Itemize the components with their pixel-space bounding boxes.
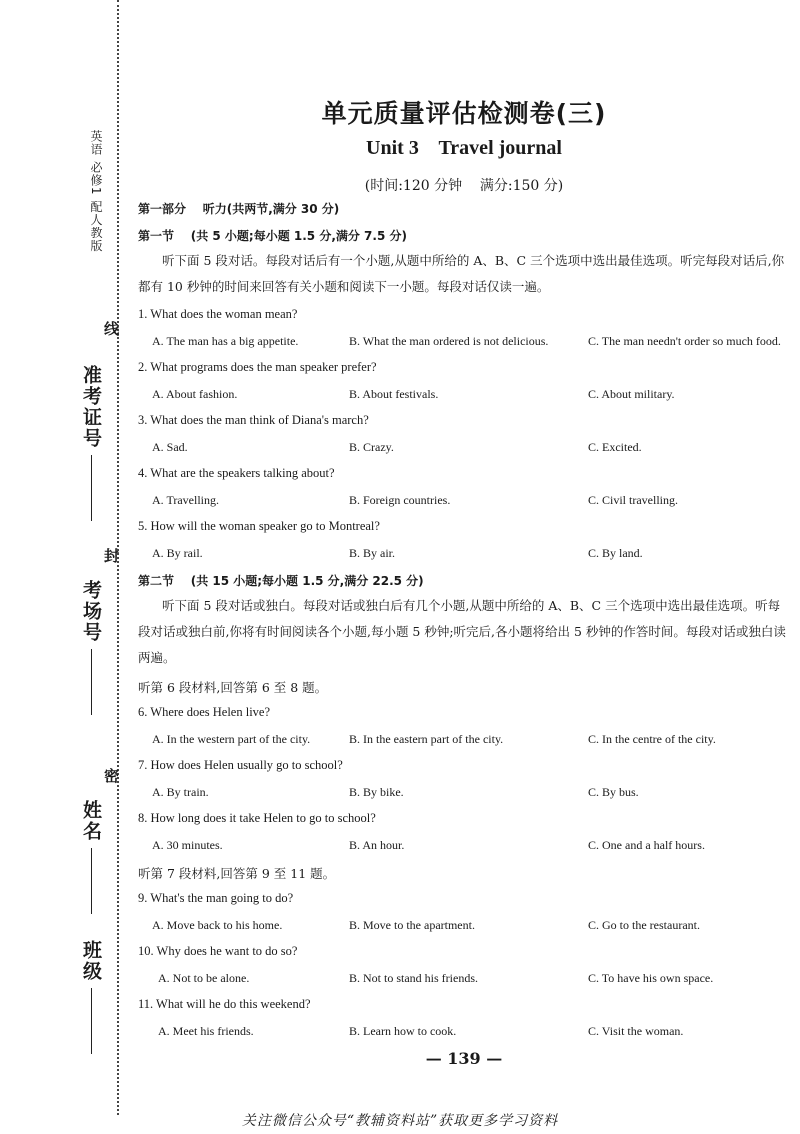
- option-1a[interactable]: A. The man has a big appetite.: [152, 334, 299, 348]
- question-7: 7. How does Helen usually go to school?: [138, 758, 343, 772]
- question-5: 5. How will the woman speaker go to Montreal?: [138, 519, 380, 533]
- option-7a[interactable]: A. By train.: [152, 785, 209, 799]
- option-11b[interactable]: B. Learn how to cook.: [349, 1024, 457, 1038]
- name-field[interactable]: [78, 800, 105, 914]
- class-label: 班级: [80, 940, 102, 982]
- option-4b[interactable]: B. Foreign countries.: [349, 493, 451, 507]
- section2-heading: 第二节 (共 15 小题;每小题 1.5 分,满分 22.5 分): [138, 574, 424, 588]
- option-4c[interactable]: C. Civil travelling.: [588, 493, 678, 507]
- question-4: 4. What are the speakers talking about?: [138, 466, 335, 480]
- option-7b[interactable]: B. By bike.: [349, 785, 404, 799]
- option-5b[interactable]: B. By air.: [349, 546, 396, 560]
- option-10b[interactable]: B. Not to stand his friends.: [349, 971, 478, 985]
- exam-number-field[interactable]: [78, 365, 105, 521]
- question-2: 2. What programs does the man speaker prefer?: [138, 360, 377, 374]
- section1-heading: 第一节 (共 5 小题;每小题 1.5 分,满分 7.5 分): [138, 229, 407, 243]
- option-10a[interactable]: A. Not to be alone.: [158, 971, 250, 985]
- option-5a[interactable]: A. By rail.: [152, 546, 203, 560]
- time-info: (时间:120 分钟 满分:150 分): [364, 178, 564, 194]
- option-11c[interactable]: C. Visit the woman.: [588, 1024, 684, 1038]
- question-10: 10. Why does he want to do so?: [138, 944, 298, 958]
- exam-number-label: 准考证号: [80, 365, 102, 449]
- binding-margin: [0, 0, 130, 1134]
- cut-mark-line: 线: [104, 320, 120, 338]
- option-6a[interactable]: A. In the western part of the city.: [152, 732, 311, 746]
- question-6: 6. Where does Helen live?: [138, 705, 271, 719]
- option-3c[interactable]: C. Excited.: [588, 440, 642, 454]
- footer-note: 关注微信公众号“教辅资料站”获取更多学习资料: [241, 1113, 559, 1129]
- question-3: 3. What does the man think of Diana's march?: [138, 413, 369, 427]
- option-2a[interactable]: A. About fashion.: [152, 387, 238, 401]
- option-3a[interactable]: A. Sad.: [152, 440, 188, 454]
- option-11a[interactable]: A. Meet his friends.: [158, 1024, 254, 1038]
- option-9a[interactable]: A. Move back to his home.: [152, 918, 283, 932]
- cut-mark-secret: 密: [104, 767, 120, 785]
- question-9: 9. What's the man going to do?: [138, 891, 294, 905]
- option-2c[interactable]: C. About military.: [588, 387, 675, 401]
- option-8a[interactable]: A. 30 minutes.: [152, 838, 223, 852]
- cut-mark-seal: 封: [104, 547, 120, 565]
- exam-room-label: 考场号: [80, 580, 102, 643]
- material-7-note: 听第 7 段材料,回答第 9 至 11 题。: [138, 866, 336, 881]
- question-11: 11. What will he do this weekend?: [138, 997, 311, 1011]
- exam-room-field[interactable]: [78, 580, 105, 715]
- class-field[interactable]: [78, 940, 105, 1054]
- option-7c[interactable]: C. By bus.: [588, 785, 639, 799]
- option-3b[interactable]: B. Crazy.: [349, 440, 394, 454]
- option-9b[interactable]: B. Move to the apartment.: [349, 918, 475, 932]
- name-label: 姓名: [80, 800, 102, 842]
- option-1b[interactable]: B. What the man ordered is not delicious.: [349, 334, 549, 348]
- page-title: 单元质量评估检测卷(三): [321, 99, 607, 128]
- option-6b[interactable]: B. In the eastern part of the city.: [349, 732, 504, 746]
- part1-heading: 第一部分 听力(共两节,满分 30 分): [138, 202, 340, 216]
- option-6c[interactable]: C. In the centre of the city.: [588, 732, 716, 746]
- section2-instructions: 听下面 5 段对话或独白。每段对话或独白后有几个小题,从题中所给的 A、B、C 三个选项中选出最佳选项。听每段对话或独白前,你将有时间阅读各个小题,每小题 5 秒钟;听完后,各小题将给出 5 秒钟的作答时间。每段对话或独白读两遍。: [138, 598, 786, 665]
- unit-title: Unit 3 Travel journal: [366, 137, 562, 159]
- material-6-note: 听第 6 段材料,回答第 6 至 8 题。: [138, 680, 328, 695]
- option-9c[interactable]: C. Go to the restaurant.: [588, 918, 700, 932]
- question-8: 8. How long does it take Helen to go to school?: [138, 811, 376, 825]
- option-10c[interactable]: C. To have his own space.: [588, 971, 714, 985]
- subject-label: 英语 必修1 配人教版: [89, 130, 103, 253]
- option-2b[interactable]: B. About festivals.: [349, 387, 439, 401]
- option-4a[interactable]: A. Travelling.: [152, 493, 220, 507]
- option-8c[interactable]: C. One and a half hours.: [588, 838, 705, 852]
- section1-instructions: 听下面 5 段对话。每段对话后有一个小题,从题中所给的 A、B、C 三个选项中选出最佳选项。听完每段对话后,你都有 10 秒钟的时间来回答有关小题和阅读下一小题。每段对话仅读一遍。: [138, 253, 785, 294]
- page-number: — 139 —: [425, 1049, 503, 1068]
- option-5c[interactable]: C. By land.: [588, 546, 643, 560]
- question-1: 1. What does the woman mean?: [138, 307, 298, 321]
- option-8b[interactable]: B. An hour.: [349, 838, 405, 852]
- option-1c[interactable]: C. The man needn't order so much food.: [588, 334, 781, 348]
